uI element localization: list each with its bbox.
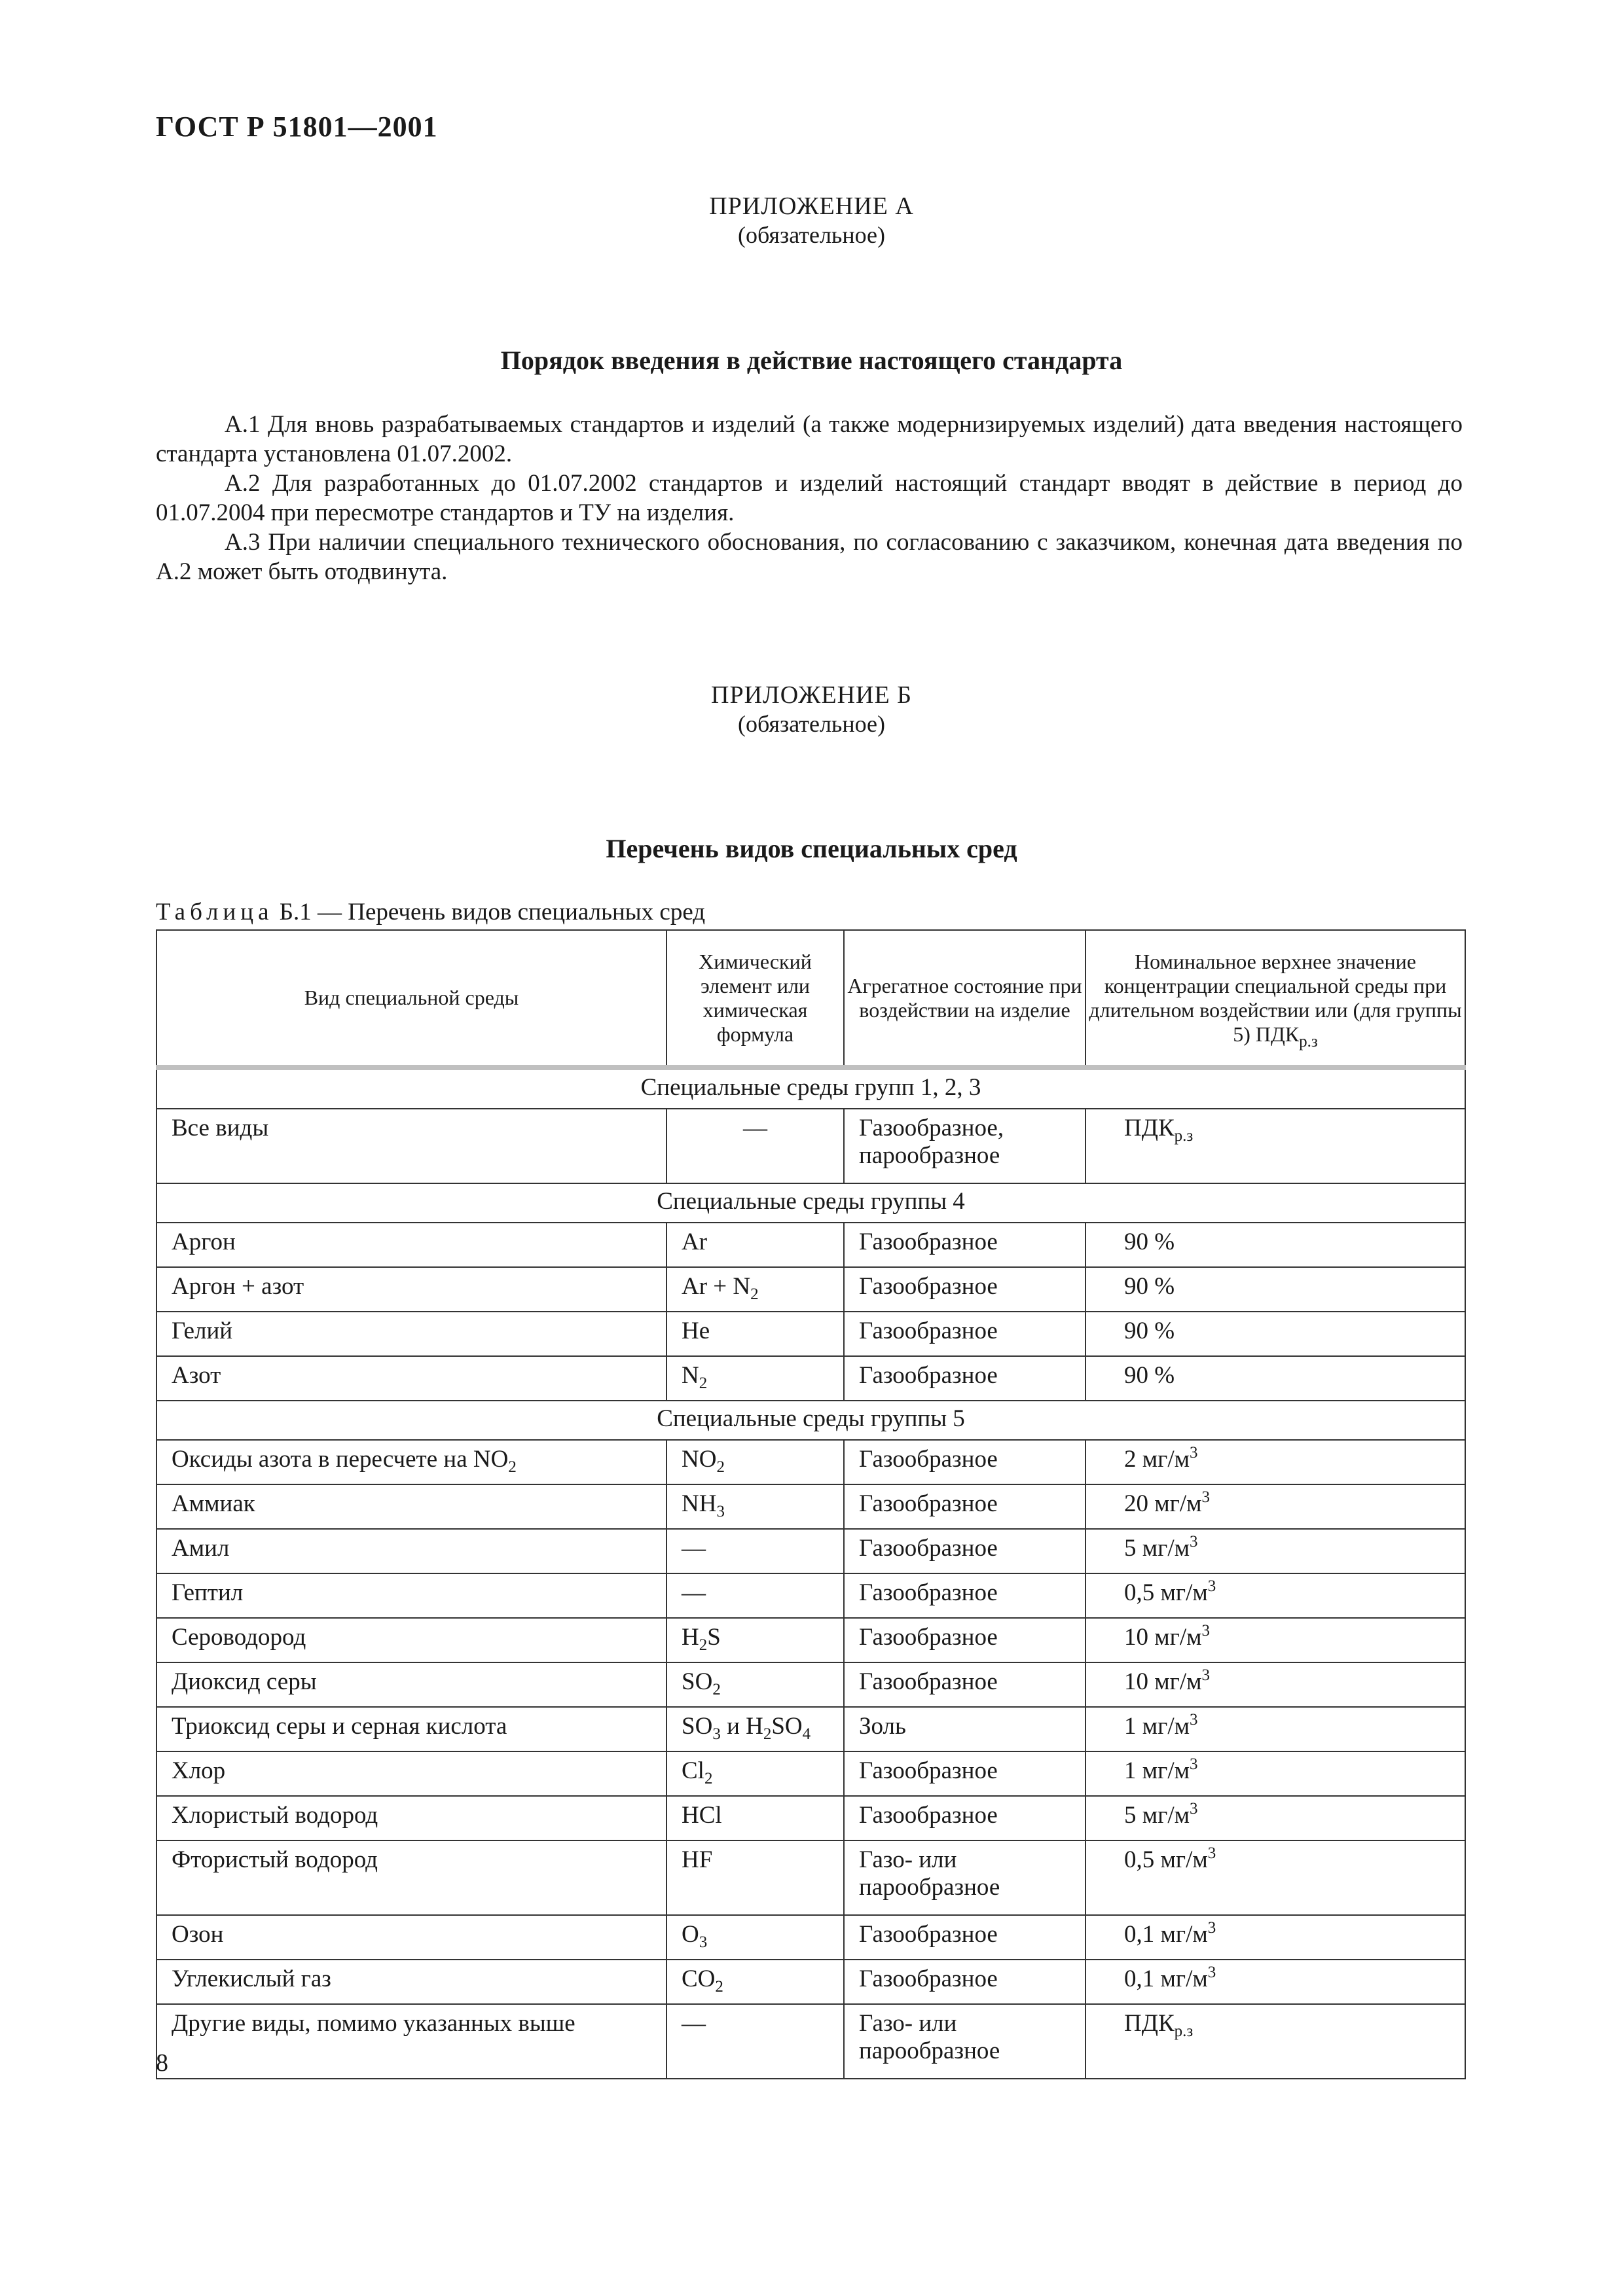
header-environment-type: Вид специальной среды [156,930,666,1067]
cell-concentration: 10 $мг/м^3$ [1085,1662,1465,1707]
appendix-a-title: ПРИЛОЖЕНИЕ А [709,192,914,220]
cell-aggregate-state: Газообразное [844,1573,1085,1618]
table-row [156,1109,1465,1183]
cell-concentration: $ПДК_{р.з}$ [1085,1109,1465,1183]
cell-aggregate-state: Газообразное [844,1915,1085,1960]
table-row [156,1267,1465,1312]
cell-chemical-formula: $SO_2$ [666,1662,844,1707]
cell-chemical-formula: $NH_3$ [666,1484,844,1529]
cell-concentration: 0,5 $мг/м^3$ [1085,1573,1465,1618]
cell-concentration: 90 % [1085,1356,1465,1401]
cell-concentration: 0,5 $мг/м^3$ [1085,1840,1465,1915]
paragraph-a3: А.3 При наличии специального технического обоснования, по согласованию с заказчиком, конечная дата введения по А.2 может быть отодвинута. [156,529,1463,585]
cell-environment-type: Аргон [156,1223,666,1267]
cell-aggregate-state: Газообразное [844,1751,1085,1796]
appendix-b-status: (обязательное) [738,711,885,737]
page-number: 8 [156,2049,168,2077]
group-heading-cell: Специальные среды группы 5 [156,1401,1465,1440]
cell-aggregate-state: Газо- или парообразное [844,1840,1085,1915]
table-row [156,2004,1465,2079]
table-row [156,1529,1465,1573]
header-chemical-formula: Химический элемент или химическая формула [666,930,844,1067]
cell-environment-type: Другие виды, помимо указанных выше [156,2004,666,2079]
cell-environment-type: Хлористый водород [156,1796,666,1840]
header-aggregate-state: Агрегатное состояние при воздействии на изделие [844,930,1085,1067]
cell-concentration: 90 % [1085,1312,1465,1356]
cell-aggregate-state: Газообразное [844,1312,1085,1356]
cell-chemical-formula: HCl [666,1796,844,1840]
cell-chemical-formula: $N_2$ [666,1356,844,1401]
appendix-b-heading: Перечень видов специальных сред [606,834,1017,863]
cell-environment-type: Аммиак [156,1484,666,1529]
special-environments-table [156,929,1466,2079]
cell-chemical-formula: — [666,1529,844,1573]
cell-concentration: 0,1 $мг/м^3$ [1085,1915,1465,1960]
cell-environment-type: Триоксид серы и серная кислота [156,1707,666,1751]
table-row [156,1707,1465,1751]
cell-chemical-formula: HF [666,1840,844,1915]
cell-chemical-formula: — [666,1573,844,1618]
cell-environment-type: Все виды [156,1109,666,1183]
cell-aggregate-state: Газообразное [844,1484,1085,1529]
cell-aggregate-state: Газообразное [844,1440,1085,1484]
paragraph-a1: А.1 Для вновь разрабатываемых стандартов и изделий (а также модернизируемых изделий) дата введения настоящего стандарта установлена 01.07.2002. [156,411,1463,467]
cell-aggregate-state: Газообразное [844,1267,1085,1312]
cell-aggregate-state: Газообразное [844,1960,1085,2004]
cell-environment-type: Азот [156,1356,666,1401]
cell-aggregate-state: Газо- или парообразное [844,2004,1085,2079]
cell-chemical-formula: $NO_2$ [666,1440,844,1484]
table-row [156,1960,1465,2004]
cell-chemical-formula: $O_3$ [666,1915,844,1960]
cell-aggregate-state: Золь [844,1707,1085,1751]
paragraph-a2: А.2 Для разработанных до 01.07.2002 стандартов и изделий настоящий стандарт вводят в действие в период до 01.07.2004 при пересмотре стандартов и ТУ на изделия. [156,470,1463,526]
cell-chemical-formula: $Ar + N_2$ [666,1267,844,1312]
cell-aggregate-state: Газообразное [844,1662,1085,1707]
table-row [156,1312,1465,1356]
appendix-b-title: ПРИЛОЖЕНИЕ Б [711,681,912,709]
cell-chemical-formula: — [666,1109,844,1183]
cell-chemical-formula: Ar [666,1223,844,1267]
cell-environment-type: Гептил [156,1573,666,1618]
table-row [156,1840,1465,1915]
table-row [156,1618,1465,1662]
cell-aggregate-state: Газообразное [844,1356,1085,1401]
cell-environment-type: Аргон + азот [156,1267,666,1312]
cell-concentration: 10 $мг/м^3$ [1085,1618,1465,1662]
table-row [156,1484,1465,1529]
cell-concentration: 1 $мг/м^3$ [1085,1751,1465,1796]
cell-concentration: 90 % [1085,1267,1465,1312]
cell-concentration: 2 $мг/м^3$ [1085,1440,1465,1484]
table-group-row [156,1067,1465,1109]
table-row [156,1573,1465,1618]
cell-concentration: 5 $мг/м^3$ [1085,1529,1465,1573]
cell-environment-type: Фтористый водород [156,1840,666,1915]
cell-environment-type: Оксиды азота в пересчете на $NO_2$ [156,1440,666,1484]
group-heading-cell: Специальные среды группы 4 [156,1183,1465,1223]
table-row [156,1440,1465,1484]
cell-chemical-formula: $SO_3$ и $H_2SO_4$ [666,1707,844,1751]
cell-chemical-formula: $H_2S$ [666,1618,844,1662]
table-row [156,1915,1465,1960]
cell-aggregate-state: Газообразное [844,1529,1085,1573]
appendix-a-status: (обязательное) [738,222,885,248]
cell-environment-type: Хлор [156,1751,666,1796]
cell-chemical-formula: — [666,2004,844,2079]
cell-chemical-formula: He [666,1312,844,1356]
table-row [156,1223,1465,1267]
table-group-row [156,1401,1465,1440]
cell-aggregate-state: Газообразное [844,1796,1085,1840]
cell-environment-type: Сероводород [156,1618,666,1662]
cell-concentration: $ПДК_{р.з}$ [1085,2004,1465,2079]
cell-aggregate-state: Газообразное [844,1618,1085,1662]
cell-environment-type: Амил [156,1529,666,1573]
table-row [156,1751,1465,1796]
cell-environment-type: Озон [156,1915,666,1960]
cell-chemical-formula: $Cl_2$ [666,1751,844,1796]
cell-concentration: 5 $мг/м^3$ [1085,1796,1465,1840]
cell-aggregate-state: Газообразное, парообразное [844,1109,1085,1183]
header-concentration: Номинальное верхнее значение концентрации специальной среды при длительном воздействии или (для группы 5) $ПДК_{р.з}$ [1085,930,1465,1067]
table-header-row [156,930,1465,1067]
table-group-row [156,1183,1465,1223]
cell-environment-type: Гелий [156,1312,666,1356]
cell-environment-type: Диоксид серы [156,1662,666,1707]
document-header: ГОСТ Р 51801—2001 [156,111,438,143]
table-caption-text: Б.1 — Перечень видов специальных сред [279,899,706,925]
cell-environment-type: Углекислый газ [156,1960,666,2004]
cell-concentration: 90 % [1085,1223,1465,1267]
cell-concentration: 1 $мг/м^3$ [1085,1707,1465,1751]
cell-aggregate-state: Газообразное [844,1223,1085,1267]
group-heading-cell: Специальные среды групп 1, 2, 3 [156,1067,1465,1109]
table-row [156,1356,1465,1401]
appendix-a-heading: Порядок введения в действие настоящего стандарта [500,346,1123,375]
cell-chemical-formula: $CO_2$ [666,1960,844,2004]
cell-concentration: 0,1 $мг/м^3$ [1085,1960,1465,2004]
table-caption [156,898,705,926]
table-row [156,1662,1465,1707]
table-caption-prefix: Таблица [156,899,274,925]
table-row [156,1796,1465,1840]
cell-concentration: 20 $мг/м^3$ [1085,1484,1465,1529]
